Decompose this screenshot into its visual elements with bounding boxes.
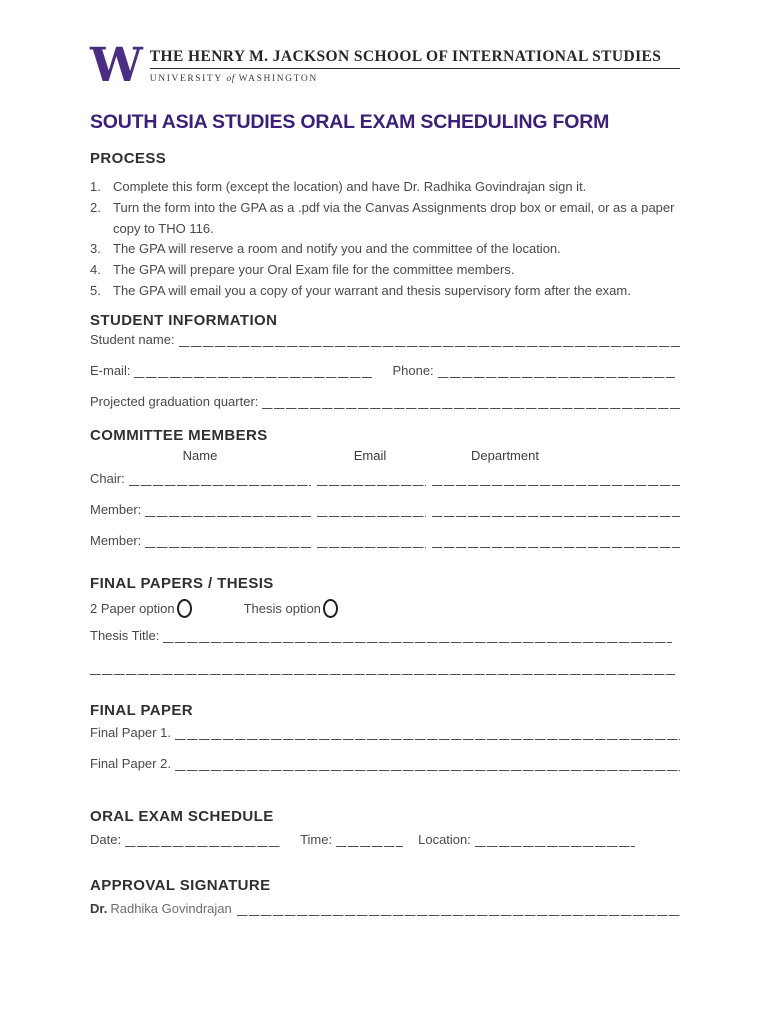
process-heading: PROCESS bbox=[90, 150, 167, 167]
approval-signature-row bbox=[90, 901, 680, 917]
student-name-field[interactable] bbox=[179, 332, 680, 348]
final-paper-2-label: Final Paper 2. bbox=[90, 755, 171, 771]
member-2-department-field[interactable] bbox=[432, 533, 680, 549]
phone-field[interactable] bbox=[438, 363, 675, 379]
header bbox=[90, 38, 680, 93]
chair-label: Chair: bbox=[90, 470, 125, 486]
oral-exam-schedule-row bbox=[90, 832, 680, 848]
approval-signature-heading: APPROVAL SIGNATURE bbox=[90, 876, 271, 894]
student-name-row bbox=[90, 332, 680, 348]
final-paper-2-field[interactable] bbox=[175, 756, 680, 772]
signer-prefix: Dr. bbox=[90, 900, 108, 916]
student-info-heading: STUDENT INFORMATION bbox=[90, 311, 278, 329]
university-wordmark bbox=[150, 74, 680, 84]
committee-row-chair bbox=[90, 471, 680, 487]
process-step-1: Complete this form (except the location) and have Dr. Radhika Govindrajan sign it. bbox=[113, 179, 587, 194]
chair-email-field[interactable] bbox=[317, 471, 426, 487]
process-list bbox=[90, 177, 680, 302]
graduation-quarter-label: Projected graduation quarter: bbox=[90, 393, 259, 409]
thesis-title-row bbox=[90, 628, 680, 644]
phone-label: Phone: bbox=[392, 362, 434, 378]
committee-row-member-1 bbox=[90, 502, 680, 518]
final-paper-heading: FINAL PAPER bbox=[90, 701, 194, 719]
member-1-name-field[interactable] bbox=[145, 502, 311, 518]
thesis-title-field[interactable] bbox=[163, 628, 672, 644]
member-1-department-field[interactable] bbox=[432, 502, 680, 518]
student-name-label: Student name: bbox=[90, 331, 175, 347]
process-step-4: The GPA will prepare your Oral Exam file for the committee members. bbox=[113, 262, 515, 278]
column-header-email: Email bbox=[353, 447, 387, 463]
approval-signature-field[interactable] bbox=[237, 901, 680, 917]
final-paper-1-row bbox=[90, 725, 680, 741]
column-header-department: Department bbox=[471, 447, 539, 463]
member-2-label: Member: bbox=[90, 532, 142, 548]
date-label: Date: bbox=[90, 831, 122, 847]
final-paper-1-field[interactable] bbox=[175, 725, 680, 741]
final-paper-2-row bbox=[90, 756, 680, 772]
graduation-quarter-field[interactable] bbox=[262, 394, 680, 410]
column-header-name: Name bbox=[182, 447, 218, 463]
thesis-title-field-line-2[interactable] bbox=[90, 660, 675, 676]
process-step-2: Turn the form into the GPA as a .pdf via the Canvas Assignments drop box or email, or as a paper copy to THO 116. bbox=[113, 199, 675, 236]
email-field[interactable] bbox=[134, 363, 372, 379]
member-1-email-field[interactable] bbox=[317, 502, 426, 518]
chair-department-field[interactable] bbox=[432, 471, 680, 487]
thesis-title-label: Thesis Title: bbox=[90, 627, 160, 643]
graduation-quarter-row bbox=[90, 394, 680, 410]
washington-word: WASHINGTON bbox=[238, 74, 318, 84]
university-word: UNIVERSITY bbox=[149, 74, 223, 84]
two-paper-option-radio[interactable] bbox=[177, 599, 192, 618]
thesis-title-row-2 bbox=[90, 660, 680, 676]
committee-heading: COMMITTEE MEMBERS bbox=[90, 426, 268, 444]
final-paper-1-label: Final Paper 1. bbox=[90, 724, 171, 740]
thesis-option-radio[interactable] bbox=[323, 599, 338, 618]
date-field[interactable] bbox=[125, 832, 280, 848]
thesis-option-label: Thesis option bbox=[243, 600, 321, 616]
time-label: Time: bbox=[300, 831, 333, 847]
member-2-name-field[interactable] bbox=[145, 533, 311, 549]
header-rule bbox=[150, 68, 680, 69]
committee-row-member-2 bbox=[90, 533, 680, 549]
process-step-5: The GPA will email you a copy of your warrant and thesis supervisory form after the exam. bbox=[113, 282, 631, 298]
process-step-3: The GPA will reserve a room and notify you and the committee of the location. bbox=[113, 241, 561, 257]
member-1-label: Member: bbox=[90, 501, 142, 517]
two-paper-option-label: 2 Paper option bbox=[90, 600, 175, 616]
oral-exam-schedule-heading: ORAL EXAM SCHEDULE bbox=[90, 807, 274, 825]
chair-name-field[interactable] bbox=[129, 471, 311, 487]
of-word: of bbox=[226, 74, 235, 84]
final-papers-thesis-heading: FINAL PAPERS / THESIS bbox=[90, 574, 274, 592]
header-wordmark bbox=[150, 48, 680, 84]
location-label: Location: bbox=[418, 831, 471, 847]
school-name: THE HENRY M. JACKSON SCHOOL OF INTERNATIONAL STUDIES bbox=[149, 48, 662, 65]
email-label: E-mail: bbox=[90, 362, 131, 378]
uw-block-w-logo: W bbox=[90, 38, 141, 93]
email-phone-row bbox=[90, 363, 680, 379]
committee-column-headers bbox=[90, 448, 680, 463]
page-title: SOUTH ASIA STUDIES ORAL EXAM SCHEDULING FORM bbox=[90, 111, 610, 133]
paper-thesis-options-row bbox=[90, 596, 680, 621]
member-2-email-field[interactable] bbox=[317, 533, 426, 549]
location-field[interactable] bbox=[475, 832, 635, 848]
time-field[interactable] bbox=[336, 832, 403, 848]
signer-name: Radhika Govindrajan bbox=[110, 900, 232, 916]
